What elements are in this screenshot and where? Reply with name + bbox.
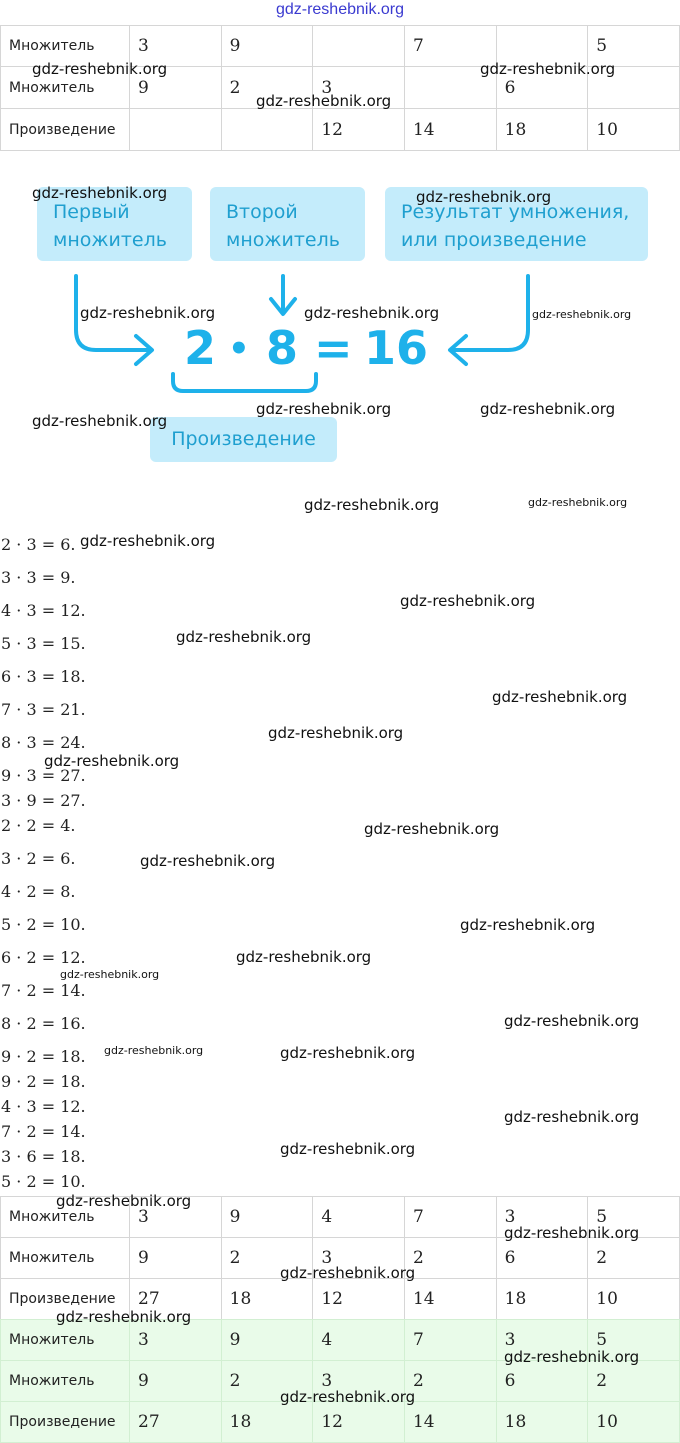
table-cell: 5 (588, 1320, 680, 1361)
watermark-text: gdz-reshebnik.org (280, 1264, 416, 1282)
solution-line: 9 · 3 = 27. (1, 766, 86, 785)
equation-dot: • (228, 329, 250, 369)
table-cell: 5 (588, 1197, 680, 1238)
table-cell: 18 (496, 1279, 588, 1320)
solution-line: 3 · 2 = 6. (1, 849, 76, 868)
table-cell: 9 (221, 1197, 313, 1238)
table-cell: 14 (404, 109, 496, 151)
watermark-text: gdz-reshebnik.org (416, 188, 552, 206)
watermark-text: gdz-reshebnik.org (256, 92, 392, 110)
table-cell: 3 (130, 26, 222, 67)
multiplication-table-highlighted (0, 1319, 680, 1443)
solution-line: 4 · 2 = 8. (1, 882, 76, 901)
watermark-text: gdz-reshebnik.org (280, 1044, 416, 1062)
solution-line: 4 · 3 = 12. (1, 601, 86, 620)
product-label-box: Произведение (150, 417, 337, 462)
table-cell: 10 (588, 109, 680, 151)
watermark-text: gdz-reshebnik.org (364, 820, 500, 838)
watermark-text: gdz-reshebnik.org (32, 412, 168, 430)
table-cell: 4 (313, 1320, 405, 1361)
table-cell: 3 (313, 67, 405, 109)
table-cell: 2 (221, 1238, 313, 1279)
table-cell: 9 (130, 1238, 222, 1279)
table-cell: 18 (496, 109, 588, 151)
table-cell: 12 (313, 1279, 405, 1320)
table-cell: 3 (313, 1361, 405, 1402)
table-cell: 7 (404, 1197, 496, 1238)
table-cell: 6 (496, 1361, 588, 1402)
table-cell: 3 (496, 1320, 588, 1361)
solution-line: 5 · 3 = 15. (1, 634, 86, 653)
watermark-text: gdz-reshebnik.org (504, 1012, 640, 1030)
watermark-text: gdz-reshebnik.org (280, 1388, 416, 1406)
watermark-text: gdz-reshebnik.org (528, 496, 628, 509)
table-cell: 27 (130, 1402, 222, 1443)
equation-product: 16 (364, 321, 429, 375)
table-cell: 2 (221, 1361, 313, 1402)
table-cell: 6 (496, 1238, 588, 1279)
watermark-text: gdz-reshebnik.org (504, 1348, 640, 1366)
table-cell: 18 (496, 1402, 588, 1443)
solution-line: 7 · 3 = 21. (1, 700, 86, 719)
equation-factor-a: 2 (184, 321, 217, 375)
watermark-text: gdz-reshebnik.org (304, 304, 440, 322)
watermark-text: gdz-reshebnik.org (256, 400, 392, 418)
watermark-text: gdz-reshebnik.org (32, 184, 168, 202)
table-cell: 7 (404, 1320, 496, 1361)
watermark-text: gdz-reshebnik.org (460, 916, 596, 934)
watermark-text: gdz-reshebnik.org (280, 1140, 416, 1158)
watermark-text: gdz-reshebnik.org (504, 1224, 640, 1242)
table-cell: 3 (130, 1320, 222, 1361)
solution-line: 7 · 2 = 14. (1, 981, 86, 1000)
table-cell: 2 (588, 1361, 680, 1402)
row-label: Множитель (1, 1361, 130, 1402)
table-cell: 2 (404, 1238, 496, 1279)
table-cell: 4 (313, 1197, 405, 1238)
table-row (1, 1402, 680, 1443)
table-cell: 9 (221, 26, 313, 67)
table-cell: 3 (130, 1197, 222, 1238)
table-cell: 12 (313, 1402, 405, 1443)
table-cell: 9 (130, 1361, 222, 1402)
watermark-text: gdz-reshebnik.org (44, 752, 180, 770)
row-label: Произведение (1, 1279, 130, 1320)
table-cell: 10 (588, 1402, 680, 1443)
watermark-text: gdz-reshebnik.org (32, 60, 168, 78)
row-label: Множитель (1, 1320, 130, 1361)
second-factor-box: Второй множитель (210, 187, 365, 261)
table-cell: 27 (130, 1279, 222, 1320)
table-cell: 12 (313, 109, 405, 151)
equation-factor-b: 8 (266, 321, 299, 375)
table-cell: 9 (130, 67, 222, 109)
table-cell: 2 (588, 1238, 680, 1279)
solution-line: 3 · 6 = 18. (1, 1147, 86, 1166)
table-cell: 3 (496, 1197, 588, 1238)
product-bracket (173, 374, 316, 391)
table-cell: 2 (404, 1361, 496, 1402)
watermark-text: gdz-reshebnik.org (104, 1044, 204, 1057)
product-result-box: Результат умножения, или произведение (385, 187, 648, 261)
solution-line: 3 · 9 = 27. (1, 791, 86, 810)
multiplication-table-completed (0, 1196, 680, 1320)
table-cell: 7 (404, 26, 496, 67)
solution-line: 2 · 2 = 4. (1, 816, 76, 835)
row-label: Множитель (1, 1197, 130, 1238)
watermark-text: gdz-reshebnik.org (480, 60, 616, 78)
solution-line: 4 · 3 = 12. (1, 1097, 86, 1116)
solution-line: 8 · 3 = 24. (1, 733, 86, 752)
table-cell: 6 (496, 67, 588, 109)
solution-line: 9 · 2 = 18. (1, 1047, 86, 1066)
table-cell: 2 (221, 67, 313, 109)
solution-line: 6 · 2 = 12. (1, 948, 86, 967)
solution-line: 2 · 3 = 6. (1, 535, 76, 554)
solution-line: 7 · 2 = 14. (1, 1122, 86, 1141)
watermark-text: gdz-reshebnik.org (532, 308, 632, 321)
solution-line: 5 · 2 = 10. (1, 1172, 86, 1191)
table-cell: 14 (404, 1402, 496, 1443)
row-label: Произведение (1, 109, 130, 151)
down-arrow-icon (271, 276, 295, 314)
table-cell: 18 (221, 1402, 313, 1443)
watermark-text: gdz-reshebnik.org (56, 1192, 192, 1210)
solution-line: 6 · 3 = 18. (1, 667, 86, 686)
equation-equals: = (314, 321, 353, 375)
table-cell: 14 (404, 1279, 496, 1320)
table-cell: 9 (221, 1320, 313, 1361)
watermark-text: gdz-reshebnik.org (60, 968, 160, 981)
solution-line: 8 · 2 = 16. (1, 1014, 86, 1033)
watermark-text: gdz-reshebnik.org (140, 852, 276, 870)
watermark-text: gdz-reshebnik.org (304, 496, 440, 514)
watermark-text: gdz-reshebnik.org (268, 724, 404, 742)
table-cell: 10 (588, 1279, 680, 1320)
site-header-link[interactable]: gdz-reshebnik.org (275, 1, 405, 18)
watermark-text: gdz-reshebnik.org (56, 1308, 192, 1326)
table-cell: 3 (313, 1238, 405, 1279)
watermark-text: gdz-reshebnik.org (400, 592, 536, 610)
watermark-text: gdz-reshebnik.org (80, 532, 216, 550)
solution-line: 5 · 2 = 10. (1, 915, 86, 934)
row-label: Произведение (1, 1402, 130, 1443)
watermark-text: gdz-reshebnik.org (492, 688, 628, 706)
row-label: Множитель (1, 67, 130, 109)
solution-line: 3 · 3 = 9. (1, 568, 76, 587)
table-cell: 5 (588, 26, 680, 67)
watermark-text: gdz-reshebnik.org (236, 948, 372, 966)
watermark-text: gdz-reshebnik.org (176, 628, 312, 646)
right-arrow-icon (450, 276, 528, 364)
row-label: Множитель (1, 26, 130, 67)
watermark-text: gdz-reshebnik.org (504, 1108, 640, 1126)
watermark-text: gdz-reshebnik.org (480, 400, 616, 418)
watermark-text: gdz-reshebnik.org (80, 304, 216, 322)
row-label: Множитель (1, 1238, 130, 1279)
solution-line: 9 · 2 = 18. (1, 1072, 86, 1091)
first-factor-box: Первый множитель (37, 187, 192, 261)
table-cell: 18 (221, 1279, 313, 1320)
